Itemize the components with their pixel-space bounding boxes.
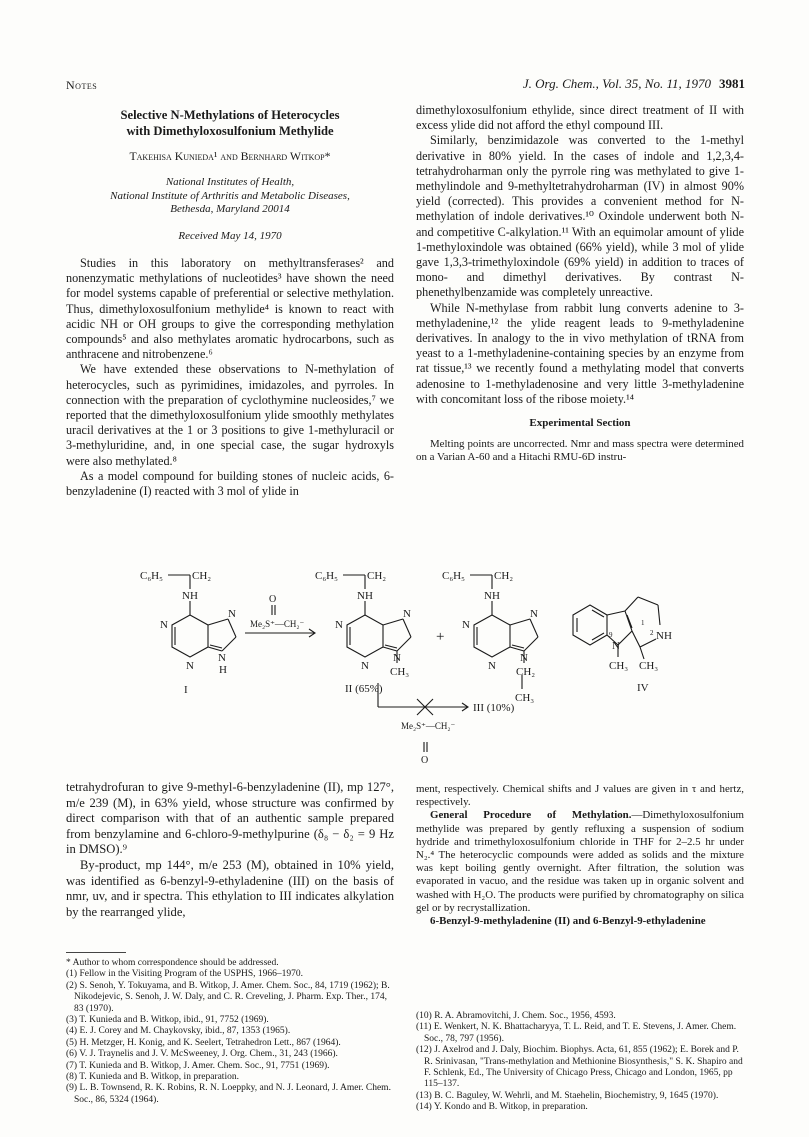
footnote-rule	[66, 952, 126, 953]
ch3-label: CH₃	[515, 692, 535, 704]
benzimidazole-paragraph: Similarly, benzimidazole was converted to the 1-methyl derivative in 80% yield. In the cases of indole and 1,2,3,4-tetrahydroharman only the pyrrole ring was methylated to give 1-methylindole and 9-methyltetrahydroharman (IV) in almost 90% yield (corrected). This provides a convenient method for N-methylation of indole derivatives.¹⁰ Oxindole underwent both N- and competitive C-alkylation.¹¹ With an equimolar amount of ylide 1-methyloxindole was obtained (66% yield), while 3 mol of ylide gave 1,3,3-trimethyloxindole (69% yield) in addition to traces of mono- and dimethyl derivatives. By contrast N-phenethylbenzamide was completely unreactive.	[416, 133, 744, 300]
general-procedure	[416, 809, 744, 915]
atom-n-label: N	[520, 652, 528, 664]
atom-n-label: N	[335, 619, 343, 631]
footnote: (8) T. Kunieda and B. Witkop, in preparation.	[66, 1072, 239, 1083]
c6h5-label: C₆H₅	[140, 570, 163, 582]
atom-n-label: N	[612, 640, 620, 652]
c6h5-label: C₆H₅	[315, 570, 338, 582]
footnote: (1) Fellow in the Visiting Program of the USPHS, 1966–1970.	[66, 969, 304, 980]
right-column	[416, 103, 744, 465]
position-9-label: 9	[609, 631, 613, 639]
title-line-1: Selective N-Methylations of Heterocycles	[120, 108, 340, 122]
footnote: (11) E. Wenkert, N. K. Bhattacharyya, T. L. Reid, and T. E. Stevens, J. Amer. Chem. Soc., 78, 797 (1956).	[416, 1022, 737, 1044]
affiliation	[66, 176, 394, 217]
footnote: (7) T. Kunieda and B. Witkop, J. Amer. Chem. Soc., 91, 7751 (1969).	[66, 1060, 330, 1071]
reagent-label: Me₂S⁺—CH₂⁻	[250, 619, 305, 629]
continued-experimental: ment, respectively. Chemical shifts and J values are given in τ and hertz, respectively.	[416, 783, 744, 809]
plus-sign: +	[436, 629, 445, 645]
compound-III-label: III (10%)	[473, 702, 515, 714]
continued-paragraph: dimethyloxosulfonium ethylide, since direct treatment of II with excess ylide did not afford the ethyl compound III.	[416, 103, 744, 133]
compound-subheading: 6-Benzyl-9-methyladenine (II) and 6-Benzyl-9-ethyladenine	[430, 915, 706, 928]
ch2-label: CH₂	[494, 570, 514, 582]
footnote: (6) V. J. Traynelis and J. V. McSweeney, J. Org. Chem., 31, 243 (1966).	[66, 1049, 338, 1060]
ch2-label: CH₂	[367, 570, 387, 582]
atom-n-label: N	[186, 660, 194, 672]
compound-IV-label: IV	[637, 682, 649, 694]
footnote: (4) E. J. Corey and M. Chaykovsky, ibid., 87, 1353 (1965).	[66, 1026, 291, 1037]
experimental-heading: Experimental Section	[529, 417, 631, 430]
oxygen-label: O	[421, 755, 429, 766]
page-number: 3981	[719, 76, 745, 91]
atom-n-label: N	[462, 619, 470, 631]
compound-II-label: II (65%)	[345, 683, 383, 695]
atom-n-label: N	[488, 660, 496, 672]
footnote: (5) H. Metzger, H. Konig, and K. Seelert, Tetrahedron Lett., 867 (1964).	[66, 1037, 341, 1048]
ch2-label: CH₂	[516, 666, 536, 678]
received-date: Received May 14, 1970	[178, 229, 282, 242]
nh-label: NH	[182, 590, 198, 602]
ch3-label: CH₃	[609, 660, 629, 672]
footnotes-right	[416, 1011, 746, 1114]
footnote: * Author to whom correspondence should be addressed.	[66, 958, 279, 968]
procedure-text: —Dimethyloxosulfonium methylide was prepared by gently refluxing a suspension of sodium hydride and trimethyloxosulfonium chloride in THF for 2–2.5 hr under N₂.⁴ The heterocyclic compounds were added as solids and the mixture was kept boiling gently overnight. After filtration, the solution was evaporated in vacuo, and the residue was taken up in organic solvent and washed with H₂O. The products were purified by chromatography on silica gel or by recrystallization.	[416, 809, 744, 914]
footnote: (14) Y. Kondo and B. Witkop, in preparation.	[416, 1102, 588, 1113]
reagent-label: Me₂S⁺—CH₂⁻	[401, 721, 456, 731]
atom-n-label: N	[393, 652, 401, 664]
running-head-journal	[523, 76, 745, 92]
bottom-left-column	[66, 780, 394, 920]
author-line: Takehisa Kunieda¹ and Bernhard Witkop*	[129, 149, 331, 163]
position-2-label: 2	[650, 629, 654, 637]
footnote: (2) S. Senoh, Y. Tokuyama, and B. Witkop, J. Amer. Chem. Soc., 84, 1719 (1962); B. Nikodejevic, S. Senoh, J. W. Daly, and C. R. Creveling, J. Pharm. Exp. Ther., 174, 83 (1970).	[66, 980, 390, 1014]
atom-n-label: N	[160, 619, 168, 631]
compound-I-label: I	[184, 684, 188, 696]
nh-label: NH	[484, 590, 500, 602]
running-head-section: Notes	[66, 78, 98, 92]
reaction-scheme	[0, 555, 809, 770]
position-1-label: 1	[641, 619, 645, 627]
article-title	[66, 107, 394, 139]
title-line-2: with Dimethyloxosulfonium Methylide	[126, 124, 334, 138]
footnote: (13) B. C. Baguley, W. Wehrli, and M. Staehelin, Biochemistry, 9, 1645 (1970).	[416, 1090, 719, 1101]
nh-label: NH	[357, 590, 373, 602]
affiliation-line-1: National Institutes of Health,	[165, 176, 295, 189]
left-column	[66, 103, 394, 499]
ch3-label: CH₃	[639, 660, 659, 672]
ch2-label: CH₂	[192, 570, 212, 582]
atom-n-label: N	[361, 660, 369, 672]
atom-n-label: N	[403, 608, 411, 620]
affiliation-line-3: Bethesda, Maryland 20014	[170, 203, 290, 216]
atom-n-label: N	[218, 652, 226, 664]
nh-label: NH	[656, 630, 672, 642]
product-paragraph: tetrahydrofuran to give 9-methyl-6-benzyladenine (II), mp 127°, m/e 239 (M), in 63% yield, whose structure was confirmed by direct comparison with that of an authentic sample prepared from benzylamine and 6-chloro-9-methylpurine (δ₈ − δ₂ = 9 Hz in DMSO).⁹	[66, 780, 394, 857]
experimental-paragraph: Melting points are uncorrected. Nmr and mass spectra were determined on a Varian A-60 and a Hitachi RMU-6D instru-	[416, 438, 744, 464]
procedure-heading: General Procedure of Methylation.	[430, 809, 632, 822]
h-label: H	[219, 664, 227, 676]
footnote: (12) J. Axelrod and J. Daly, Biochim. Biophys. Acta, 61, 855 (1962); E. Borek and P. R. Srinivasan, "Trans-methylation and Methionine Biosynthesis," S. K. Shapiro and F. Schlenk, Ed., The University of Chicago Press, Chicago and London, 1965, pp 115–137.	[416, 1045, 743, 1090]
methylase-paragraph: While N-methylase from rabbit lung converts adenine to 3-methyladenine,¹² the ylide reagent leads to 9-methyladenine derivatives. In analogy to the in vivo methylation of tRNA from yeast to a 1-methyladenine-containing species by an enzyme from rat tissue,¹³ we recently found a methylating model that converts adenosine to 1-methyladenosine and very little 3-methyladenine with concomitant loss of the ribose moiety.¹⁴	[416, 300, 744, 406]
affiliation-line-2: National Institute of Arthritis and Metabolic Diseases,	[110, 189, 350, 202]
heterocycle-paragraph: We have extended these observations to N-methylation of heterocycles, such as pyrimidines, imidazoles, and pyrroles. In connection with the preparation of cyclothymine nucleosides,⁷ we reported that the dimethyloxosulfonium ylide smoothly methylates uracil derivatives at the 1 or 3 positions to give 1-methyluracil or 3-methyluridine, and, in one special case, the sugar hydroxyls were also methylated.⁸	[66, 362, 394, 468]
oxygen-label: O	[269, 594, 277, 605]
ch3-label: CH₃	[390, 666, 410, 678]
footnote: (3) T. Kunieda and B. Witkop, ibid., 91, 7752 (1969).	[66, 1015, 269, 1026]
atom-n-label: N	[530, 608, 538, 620]
journal-citation: J. Org. Chem., Vol. 35, No. 11, 1970	[522, 76, 711, 91]
footnote: (9) L. B. Townsend, R. K. Robins, R. N. Loeppky, and N. J. Leonard, J. Amer. Chem. Soc., 86, 5324 (1964).	[66, 1083, 391, 1105]
c6h5-label: C₆H₅	[442, 570, 465, 582]
benzyladenine-paragraph: As a model compound for building stones of nucleic acids, 6-benzyladenine (I) reacted with 3 mol of ylide in	[66, 468, 394, 498]
bottom-right-column	[416, 783, 744, 928]
intro-paragraph: Studies in this laboratory on methyltransferases² and nonenzymatic methylations of nucleotides³ have shown the need for model systems capable of preferential or selective methylation. Thus, dimethyloxosulfonium methylide⁴ is known to react with acidic NH or OH groups to give the corresponding methylation compounds⁵ and also methylates aromatic hydrocarbons, such as anthracene and nitrobenzene.⁶	[66, 255, 394, 362]
footnote: (10) R. A. Abramovitchi, J. Chem. Soc., 1956, 4593.	[416, 1011, 616, 1021]
footnotes-left	[66, 958, 396, 1106]
byproduct-paragraph: By-product, mp 144°, m/e 253 (M), obtained in 10% yield, was identified as 6-benzyl-9-ethyladenine (III) on the basis of nmr, uv, and ir spectra. This ethylation to III indicates alkylation by the rearranged ylide,	[66, 857, 394, 919]
atom-n-label: N	[228, 608, 236, 620]
